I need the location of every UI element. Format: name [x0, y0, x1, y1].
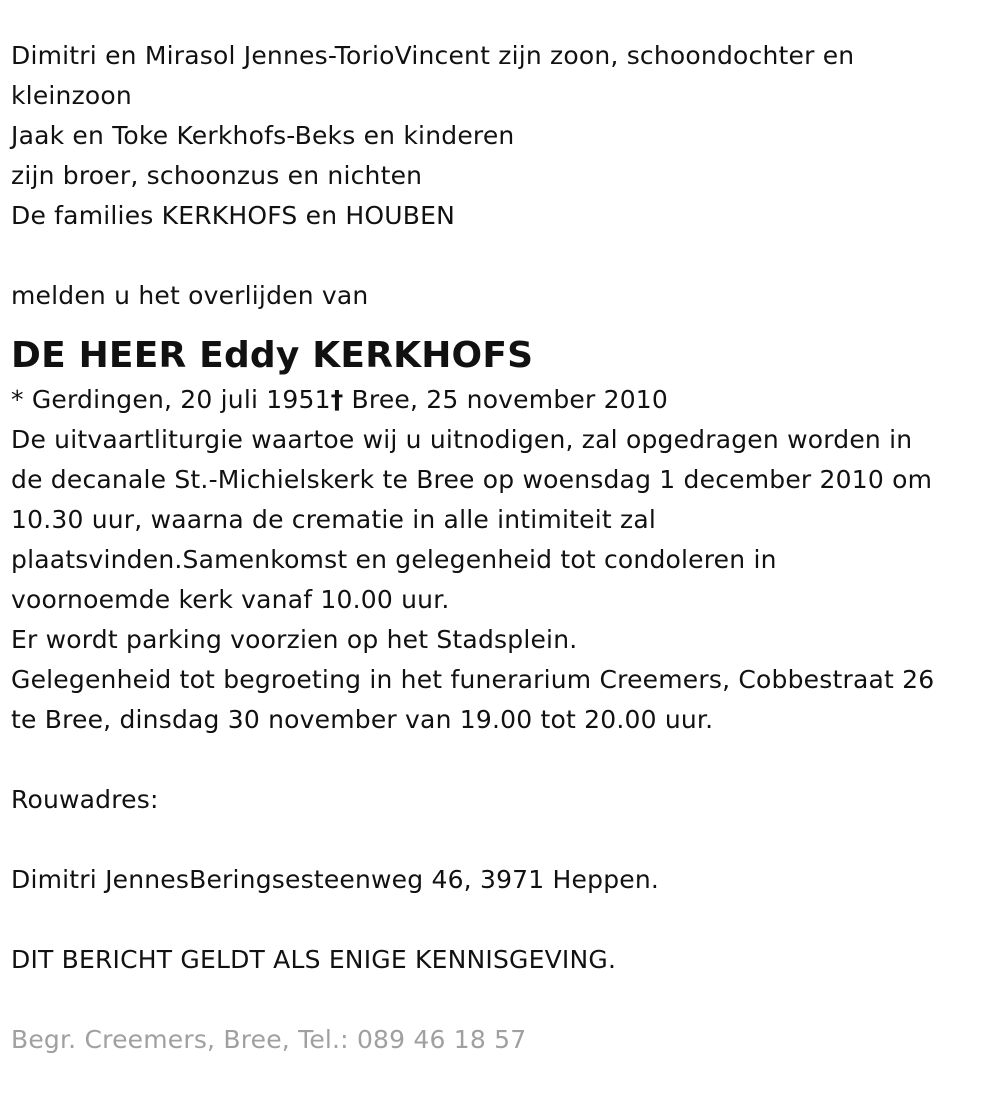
spacer — [11, 740, 991, 780]
ceremony-line: plaatsvinden.Samenkomst en gelegenheid tot condoleren in — [11, 545, 777, 574]
death-date: Bree, 25 november 2010 — [343, 385, 669, 414]
funeral-home-contact: Begr. Creemers, Bree, Tel.: 089 46 18 57 — [11, 1025, 527, 1054]
life-dates — [11, 380, 991, 420]
closing-statement: DIT BERICHT GELDT ALS ENIGE KENNISGEVING. — [11, 945, 617, 974]
birth-date: * Gerdingen, 20 juli 1951 — [11, 385, 331, 414]
death-notice — [11, 36, 991, 1060]
announcement-text: melden u het overlijden van — [11, 281, 369, 310]
deceased-name: DE HEER Eddy KERKHOFS — [11, 335, 534, 376]
family-line: De families KERKHOFS en HOUBEN — [11, 201, 456, 230]
cross-icon: † — [330, 385, 344, 414]
address-value: Dimitri JennesBeringsesteenweg 46, 3971 Heppen. — [11, 865, 660, 894]
spacer — [11, 980, 991, 1020]
family-line: kleinzoon — [11, 81, 132, 110]
ceremony-line: te Bree, dinsdag 30 november van 19.00 tot 20.00 uur. — [11, 705, 714, 734]
address-label: Rouwadres: — [11, 785, 159, 814]
family-line: Jaak en Toke Kerkhofs-Beks en kinderen — [11, 121, 515, 150]
ceremony-line: de decanale St.-Michielskerk te Bree op woensdag 1 december 2010 om — [11, 465, 933, 494]
family-block — [11, 36, 991, 236]
ceremony-line: Er wordt parking voorzien op het Stadsplein. — [11, 625, 578, 654]
spacer — [11, 900, 991, 940]
ceremony-line: De uitvaartliturgie waartoe wij u uitnodigen, zal opgedragen worden in — [11, 425, 913, 454]
spacer — [11, 236, 991, 276]
spacer — [11, 820, 991, 860]
family-line: Dimitri en Mirasol Jennes-TorioVincent zijn zoon, schoondochter en — [11, 41, 855, 70]
ceremony-line: 10.30 uur, waarna de crematie in alle intimiteit zal — [11, 505, 656, 534]
ceremony-line: voornoemde kerk vanaf 10.00 uur. — [11, 585, 450, 614]
ceremony-line: Gelegenheid tot begroeting in het funerarium Creemers, Cobbestraat 26 — [11, 665, 935, 694]
family-line: zijn broer, schoonzus en nichten — [11, 161, 423, 190]
ceremony-block — [11, 420, 991, 740]
